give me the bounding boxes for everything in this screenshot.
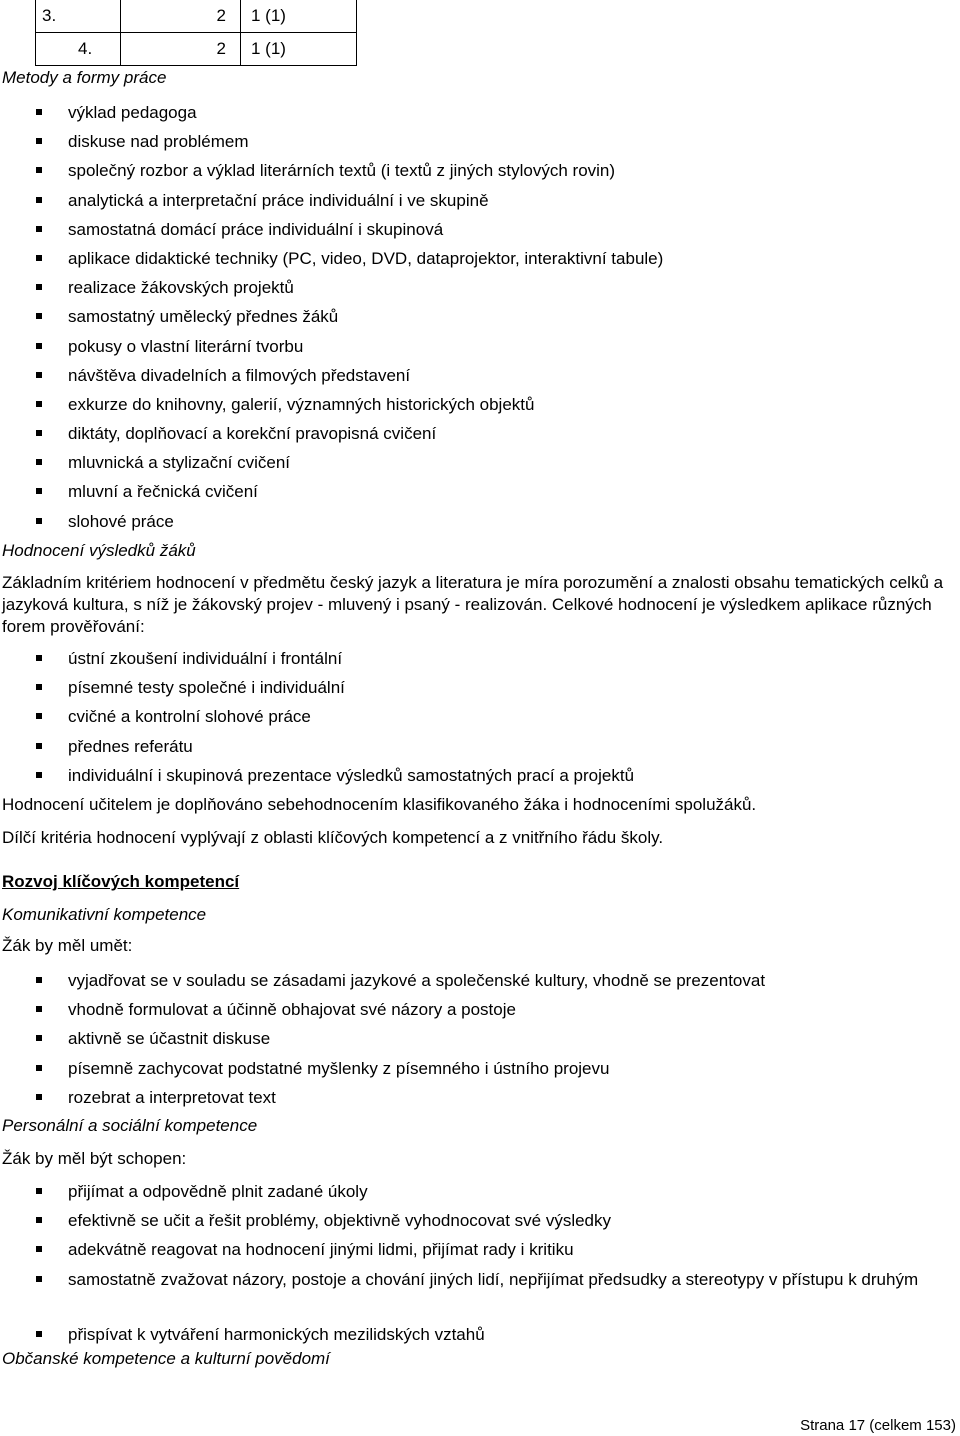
page-number: Strana 17 (celkem 153) (800, 1417, 956, 1434)
list-item: písemně zachycovat podstatné myšlenky z písemného i ústního projevu (0, 1054, 765, 1083)
list-item: diktáty, doplňovací a korekční pravopisná cvičení (0, 419, 663, 448)
list-item: pokusy o vlastní literární tvorbu (0, 332, 663, 361)
list-item: rozebrat a interpretovat text (0, 1083, 765, 1112)
list-item: cvičné a kontrolní slohové práce (0, 702, 634, 731)
list-item: samostatná domácí práce individuální i skupinová (0, 215, 663, 244)
list-item: samostatný umělecký přednes žáků (0, 302, 663, 331)
evaluation-list (0, 644, 634, 790)
list-item: výklad pedagoga (0, 98, 663, 127)
list-item: přijímat a odpovědně plnit zadané úkoly (0, 1177, 928, 1206)
hours-table (35, 0, 357, 66)
communicative-list (0, 966, 765, 1112)
evaluation-note-1: Hodnocení učitelem je doplňováno sebehodnocením klasifikovaného žáka i hodnoceními spolužáků. (2, 795, 757, 814)
list-item: adekvátně reagovat na hodnocení jinými lidmi, přijímat rady i kritiku (0, 1235, 928, 1264)
list-item: přednes referátu (0, 732, 634, 761)
table-cell: 2 (121, 33, 241, 66)
competences-heading: Rozvoj klíčových kompetencí (2, 872, 240, 891)
list-item: aktivně se účastnit diskuse (0, 1024, 765, 1053)
list-item: analytická a interpretační práce individuální i ve skupině (0, 186, 663, 215)
methods-list (0, 98, 663, 536)
civic-heading: Občanské kompetence a kulturní povědomí (2, 1349, 330, 1368)
list-item: mluvní a řečnická cvičení (0, 477, 663, 506)
evaluation-heading: Hodnocení výsledků žáků (2, 541, 196, 560)
table-row (36, 0, 357, 33)
list-item: písemné testy společné i individuální (0, 673, 634, 702)
list-item: mluvnická a stylizační cvičení (0, 448, 663, 477)
list-item: ústní zkoušení individuální i frontální (0, 644, 634, 673)
table-cell: 1 (1) (241, 0, 357, 33)
list-item: samostatně zvažovat názory, postoje a chování jiných lidí, nepřijímat předsudky a stereotypy v přístupu k druhým (0, 1265, 928, 1320)
table-cell: 1 (1) (241, 33, 357, 66)
list-item: vhodně formulovat a účinně obhajovat své názory a postoje (0, 995, 765, 1024)
list-item: diskuse nad problémem (0, 127, 663, 156)
evaluation-paragraph: Základním kritériem hodnocení v předmětu český jazyk a literatura je míra porozumění a znalosti obsahu tematických celků a jazyková kultura, s níž je žákovský projev - mluvený i psaný - realizován. Celkové hodnocení je výsledkem aplikace různých forem prověřování: (2, 573, 944, 636)
table-cell: 4. (36, 33, 121, 66)
personal-list (0, 1177, 928, 1349)
table-cell: 3. (36, 0, 121, 33)
list-item: společný rozbor a výklad literárních textů (i textů z jiných stylových rovin) (0, 156, 663, 185)
list-item: individuální i skupinová prezentace výsledků samostatných prací a projektů (0, 761, 634, 790)
table-cell: 2 (121, 0, 241, 33)
communicative-intro: Žák by měl umět: (2, 936, 133, 955)
list-item: efektivně se učit a řešit problémy, objektivně vyhodnocovat své výsledky (0, 1206, 928, 1235)
table-row (36, 33, 357, 66)
methods-heading: Metody a formy práce (2, 68, 167, 87)
list-item: přispívat k vytváření harmonických mezilidských vztahů (0, 1320, 928, 1349)
personal-intro: Žák by měl být schopen: (2, 1149, 187, 1168)
list-item: realizace žákovských projektů (0, 273, 663, 302)
evaluation-note-2: Dílčí kritéria hodnocení vyplývají z oblasti klíčových kompetencí a z vnitřního řádu školy. (2, 828, 664, 847)
list-item: slohové práce (0, 507, 663, 536)
list-item: návštěva divadelních a filmových představení (0, 361, 663, 390)
communicative-heading: Komunikativní kompetence (2, 905, 207, 924)
list-item: exkurze do knihovny, galerií, významných historických objektů (0, 390, 663, 419)
personal-heading: Personální a sociální kompetence (2, 1116, 258, 1135)
list-item: aplikace didaktické techniky (PC, video, DVD, dataprojektor, interaktivní tabule) (0, 244, 663, 273)
list-item: vyjadřovat se v souladu se zásadami jazykové a společenské kultury, vhodně se prezentovat (0, 966, 765, 995)
